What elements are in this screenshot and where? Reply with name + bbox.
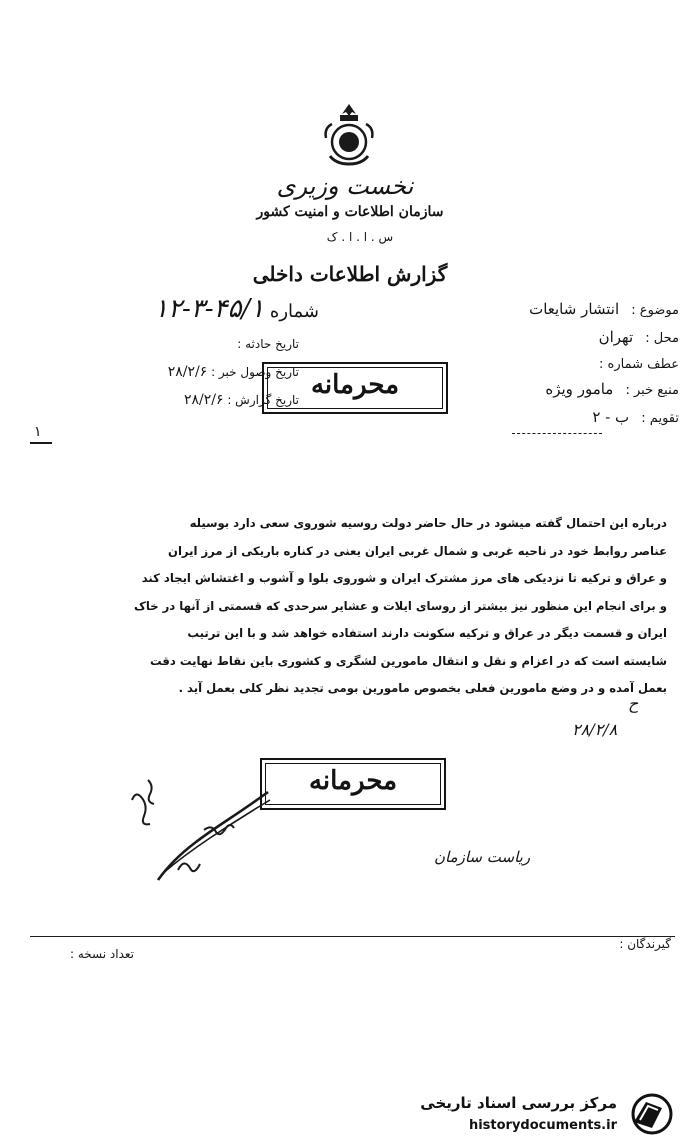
recipients-label: گیرندگان :	[619, 937, 671, 951]
rating-underline	[512, 433, 602, 434]
handwritten-signature-note: ریاست سازمان	[434, 848, 531, 866]
event-date-label: تاریخ حادثه :	[237, 337, 299, 351]
receipt-date-label: تاریخ وصول خبر :	[211, 365, 299, 379]
header-title: نخست وزیری	[276, 172, 414, 200]
confidential-stamp-bottom	[260, 758, 446, 810]
reply-row	[591, 354, 679, 372]
header-organization: سازمان اطلاعات و امنیت کشور	[256, 204, 444, 220]
document-number-value: ۴۵/۱-۳-۱۲	[154, 294, 265, 324]
document-number-label: شماره	[269, 301, 319, 322]
source-row	[545, 380, 679, 398]
report-body	[27, 510, 667, 703]
page-mark-underline	[30, 442, 52, 444]
rating-row	[592, 408, 679, 426]
body-line: ایران و قسمت دیگر در عراق و ترکیه سکونت دارند استفاده خواهد شد و با این ترتیب	[187, 626, 667, 640]
place-row	[599, 328, 679, 346]
subject-label: موضوع :	[631, 303, 679, 318]
subject-row	[529, 300, 679, 318]
body-line: شایسته است که در اعزام و نقل و انتقال مامورین لشگری و کشوری باین نقاط نهایت دقت	[149, 653, 667, 668]
handwritten-bracket: ح	[628, 694, 639, 713]
lion-and-sun-emblem-icon	[318, 100, 380, 170]
report-title: گزارش اطلاعات داخلی	[252, 262, 448, 286]
watermark-name: مرکز بررسی اسناد تاریخی	[420, 1094, 617, 1112]
confidential-stamp-bottom-text: محرمانه	[265, 763, 441, 805]
body-line: و برای انجام این منظور نیز بیشتر از روسای ایلات و عشایر سرحدی که قسمتی از آنها در خاک	[133, 598, 667, 613]
source-value: مامور ویژه	[545, 380, 614, 398]
body-line: و عراق و ترکیه تا نزدیکی های مرز مشترک ایران و شوروی بلوا و آشوب و اغتشاش ایجاد کند	[141, 571, 667, 585]
footer-divider	[30, 936, 675, 937]
subject-value: انتشار شایعات	[529, 300, 620, 318]
confidential-stamp-top-text: محرمانه	[267, 367, 443, 409]
place-label: محل :	[645, 331, 679, 346]
confidential-stamp-top	[262, 362, 448, 414]
body-line: عناصر روابط خود در ناحیه غربی و شمال غربی ایران یعنی در کناره باریکی از مرز ایران	[168, 543, 667, 558]
document-number	[154, 294, 319, 324]
watermark-url[interactable]: historydocuments.ir	[468, 1118, 617, 1133]
copies-label: تعداد نسخه :	[70, 947, 135, 961]
body-line: درباره این احتمال گفته میشود در حال حاضر دولت روسیه شوروی سعی دارد بوسیله	[189, 516, 667, 530]
rating-label: تقویم :	[641, 411, 679, 426]
source-label: منبع خبر :	[625, 383, 679, 398]
handwritten-date: ۲۸/۲/۸	[572, 720, 618, 739]
archive-logo-icon	[624, 1092, 676, 1136]
receipt-date-value: ۲۸/۲/۶	[167, 364, 208, 380]
rating-value: ب - ۲	[592, 408, 630, 426]
reply-label: عطف شماره :	[599, 357, 679, 372]
header-code: س . ا . ا . ک	[326, 230, 394, 244]
body-line: بعمل آمده و در وضع مامورین فعلی بخصوص مامورین بومی تجدید نظر کلی بعمل آید .	[178, 681, 667, 695]
handwritten-signature-icon	[118, 770, 278, 900]
report-date-value: ۲۸/۲/۶	[183, 392, 224, 408]
report-date-label: تاریخ گزارش :	[227, 393, 299, 407]
page-mark: ۱	[34, 424, 42, 440]
event-date-row	[237, 336, 299, 352]
place-value: تهران	[598, 328, 634, 346]
